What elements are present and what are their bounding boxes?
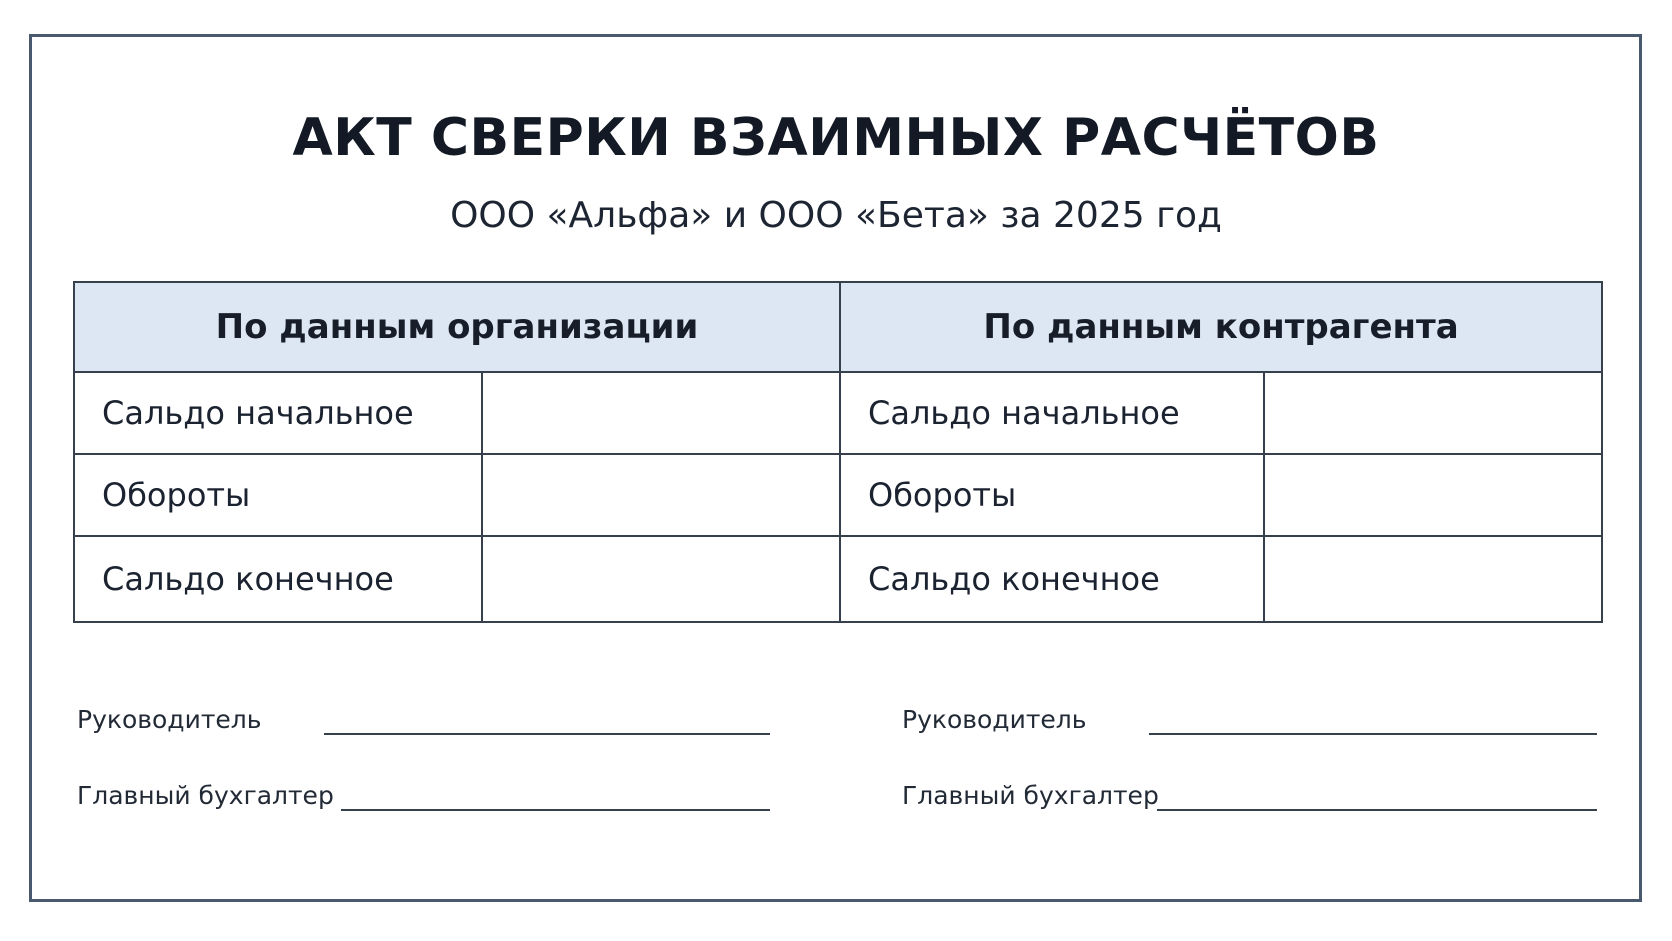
org-opening-balance-value xyxy=(482,372,840,454)
right-director-label: Руководитель xyxy=(902,705,1087,734)
left-director-label: Руководитель xyxy=(77,705,262,734)
cp-turnover-label: Обороты xyxy=(840,454,1264,536)
table-header-row xyxy=(74,282,1602,372)
header-organization: По данным организации xyxy=(74,282,840,372)
document-subtitle: ООО «Альфа» и ООО «Бета» за 2025 год xyxy=(450,195,1222,236)
document-title: АКТ СВЕРКИ ВЗАИМНЫХ РАСЧЁТОВ xyxy=(292,108,1380,168)
org-turnover-label: Обороты xyxy=(74,454,482,536)
header-counterparty: По данным контрагента xyxy=(840,282,1602,372)
cp-turnover-value xyxy=(1264,454,1602,536)
right-chief-accountant-label: Главный бухгалтер xyxy=(902,781,1159,810)
cp-closing-balance-value xyxy=(1264,536,1602,622)
table-row xyxy=(74,536,1602,622)
left-chief-accountant-signature-line xyxy=(341,809,770,811)
left-director-signature-line xyxy=(324,733,770,735)
left-chief-accountant-label: Главный бухгалтер xyxy=(77,781,334,810)
org-closing-balance-value xyxy=(482,536,840,622)
right-chief-accountant-signature-line xyxy=(1157,809,1597,811)
cp-opening-balance-value xyxy=(1264,372,1602,454)
cp-closing-balance-label: Сальдо конечное xyxy=(840,536,1264,622)
org-turnover-value xyxy=(482,454,840,536)
right-director-signature-line xyxy=(1149,733,1597,735)
org-closing-balance-label: Сальдо конечное xyxy=(74,536,482,622)
table-row xyxy=(74,372,1602,454)
reconciliation-table xyxy=(73,281,1603,623)
cp-opening-balance-label: Сальдо начальное xyxy=(840,372,1264,454)
org-opening-balance-label: Сальдо начальное xyxy=(74,372,482,454)
table-row xyxy=(74,454,1602,536)
